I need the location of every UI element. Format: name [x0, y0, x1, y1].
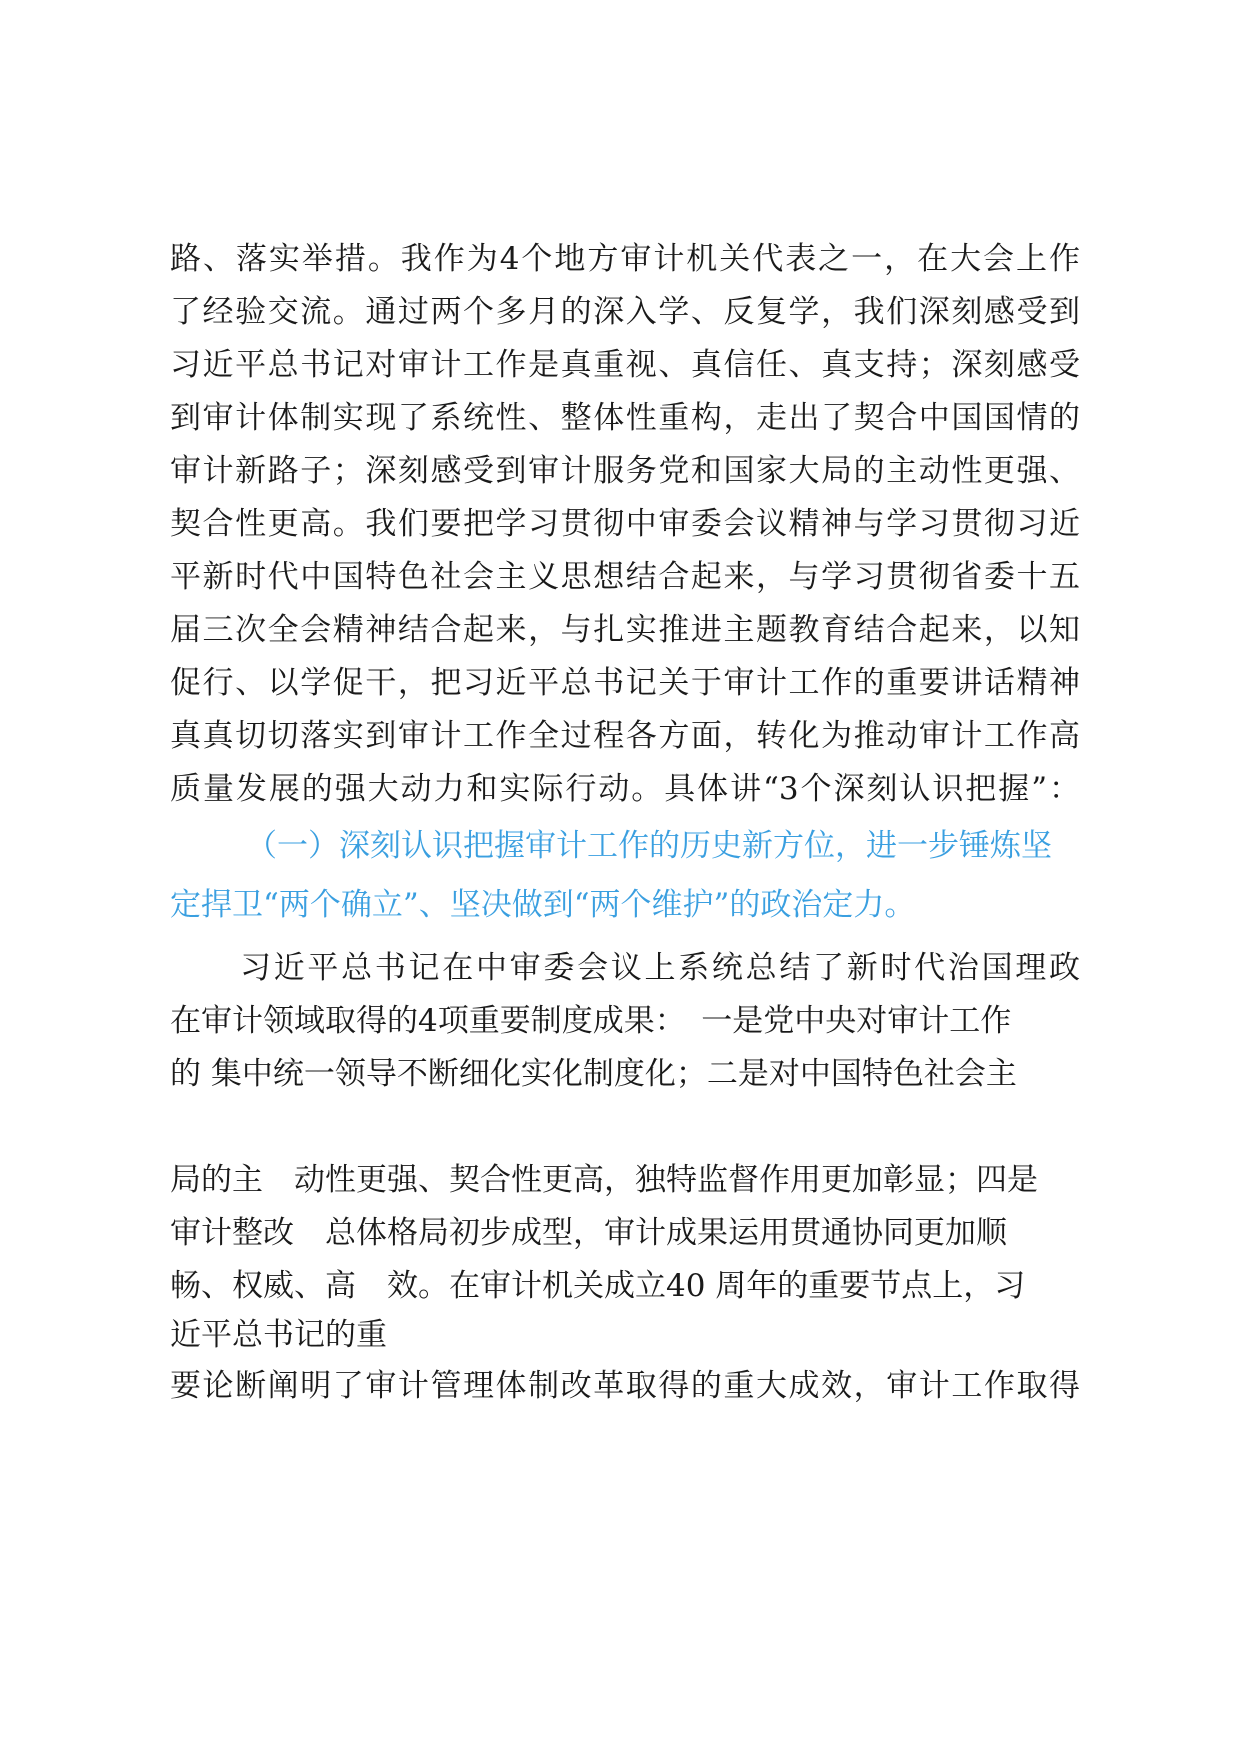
paragraph-line: 习近平总书记对审计工作是真重视、真信任、真支持；深刻感受: [170, 347, 1080, 383]
paragraph-line: 真真切切落实到审计工作全过程各方面，转化为推动审计工作高: [170, 718, 1080, 754]
paragraph-line: 审计新路子；深刻感受到审计服务党和国家大局的主动性更强、: [170, 453, 1080, 489]
paragraph-line: 契合性更高。我们要把学习贯彻中审委会议精神与学习贯彻习近: [170, 506, 1080, 542]
paragraph-line: 近平总书记的重: [170, 1317, 387, 1353]
paragraph-line: 畅、权威、高 效。在审计机关成立40 周年的重要节点上，习: [170, 1268, 1026, 1304]
paragraph-line: 习近平总书记在中审委会议上系统总结了新时代治国理政: [240, 950, 1080, 986]
paragraph-line: 局的主 动性更强、契合性更高，独特监督作用更加彰显；四是: [170, 1162, 1038, 1198]
paragraph-line: 了经验交流。通过两个多月的深入学、反复学，我们深刻感受到: [170, 294, 1080, 330]
paragraph-line: 审计整改 总体格局初步成型，审计成果运用贯通协同更加顺: [170, 1215, 1007, 1251]
section-heading-line: 定捍卫“两个确立”、坚决做到“两个维护”的政治定力。: [170, 887, 916, 923]
paragraph-line: 路、落实举措。我作为4个地方审计机关代表之一，在大会上作: [170, 241, 1080, 277]
paragraph-line: 促行、以学促干，把习近平总书记关于审计工作的重要讲话精神: [170, 665, 1080, 701]
paragraph-line: 届三次全会精神结合起来，与扎实推进主题教育结合起来，以知: [170, 612, 1080, 648]
paragraph-line: 质量发展的强大动力和实际行动。具体讲“3个深刻认识把握”：: [170, 771, 1080, 807]
paragraph-line-mixed: [170, 1104, 1080, 1150]
paragraph-line: 到审计体制实现了系统性、整体性重构，走出了契合中国国情的: [170, 400, 1080, 436]
section-heading-line: （一）深刻认识把握审计工作的历史新方位，进一步锤炼坚: [246, 828, 1052, 864]
paragraph-line: 平新时代中国特色社会主义思想结合起来，与学习贯彻省委十五: [170, 559, 1080, 595]
paragraph-line: 在审计领域取得的4项重要制度成果： 一是党中央对审计工作: [170, 1003, 1012, 1039]
paragraph-line: 的 集中统一领导不断细化实化制度化；二是对中国特色社会主: [170, 1056, 1017, 1092]
paragraph-line: 要论断阐明了审计管理体制改革取得的重大成效，审计工作取得: [170, 1368, 1080, 1404]
